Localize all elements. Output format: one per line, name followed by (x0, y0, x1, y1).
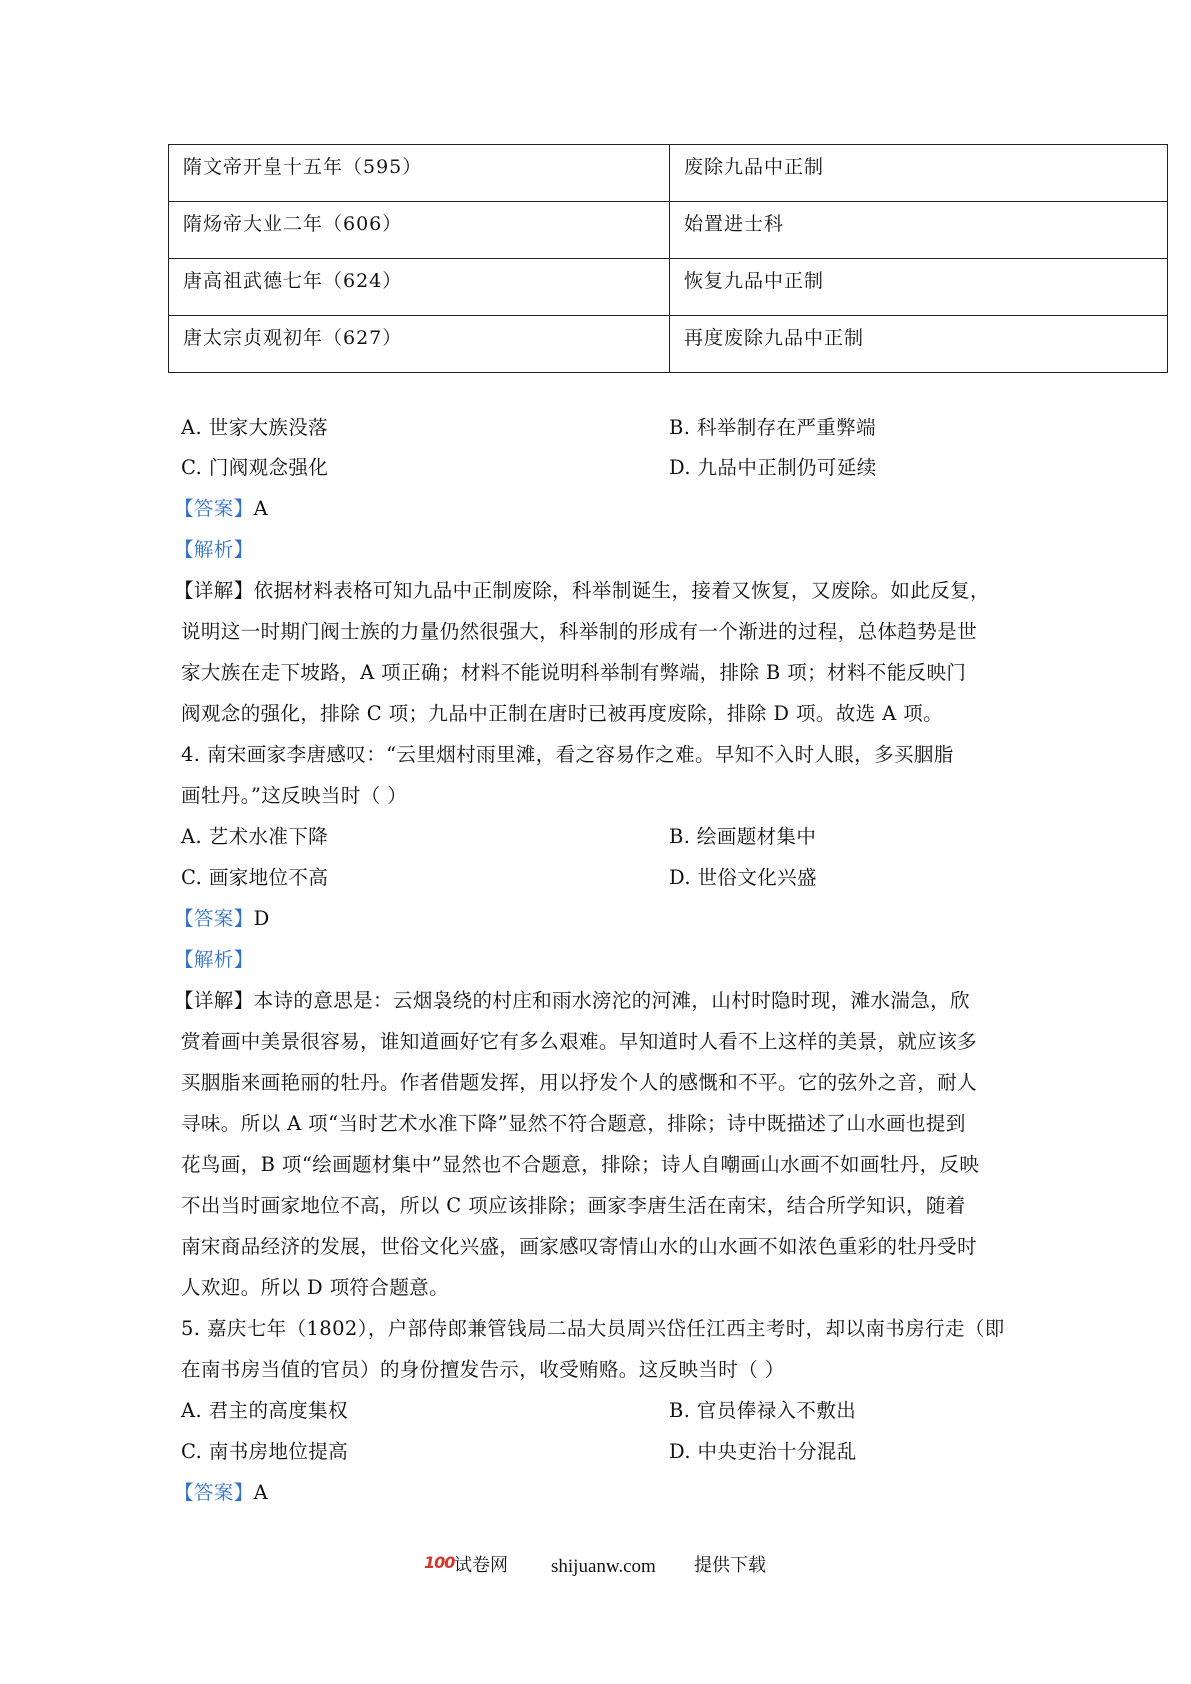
q3-analysis: 【解析】 (174, 538, 254, 561)
answer-value: A (253, 1481, 269, 1504)
q4-stem-line: 画牡丹。”这反映当时（ ） (181, 784, 408, 807)
q3-detail-line: 说明这一时期门阀士族的力量仍然很强大，科举制的形成有一个渐进的过程，总体趋势是世 (181, 620, 978, 643)
detail-tag: 详解 (193, 989, 234, 1012)
q3-detail-line: 家大族在走下坡路，A 项正确；材料不能说明科举制有弊端，排除 B 项；材料不能反映门 (181, 661, 967, 684)
q3-option-a: A. 世家大族没落 (181, 416, 329, 439)
q4-option-a: A. 艺术水准下降 (181, 825, 329, 848)
table-cell-event: 废除九品中正制 (670, 145, 1168, 202)
q5-option-a: A. 君主的高度集权 (181, 1399, 348, 1422)
q4-detail-line: 赏着画中美景很容易，谁知道画好它有多么艰难。早知道时人看不上这样的美景，就应该多 (181, 1030, 978, 1053)
q4-option-d: D. 世俗文化兴盛 (669, 866, 817, 889)
provide-download-text: 提供下载 (694, 1555, 766, 1576)
site-brand: 试卷网 (454, 1555, 508, 1576)
table-cell-event: 始置进士科 (670, 202, 1168, 259)
site-url[interactable]: shijuanw.com (551, 1556, 656, 1577)
answer-tag: 答案 (193, 1481, 234, 1504)
table-row (169, 316, 1168, 373)
q5-option-d: D. 中央吏治十分混乱 (669, 1440, 857, 1463)
q3-option-d: D. 九品中正制仍可延续 (669, 456, 877, 479)
q4-option-c: C. 画家地位不高 (181, 866, 329, 889)
q4-detail-line: 南宋商品经济的发展，世俗文化兴盛，画家感叹寄情山水的山水画不如浓色重彩的牡丹受时 (181, 1235, 978, 1258)
q4-detail-line: 寻味。所以 A 项“当时艺术水准下降”显然不符合题意，排除；诗中既描述了山水画也提到 (181, 1112, 966, 1135)
q5-option-c: C. 南书房地位提高 (181, 1440, 349, 1463)
table-cell-event: 再度废除九品中正制 (670, 316, 1168, 373)
q3-detail-line: 阀观念的强化，排除 C 项；九品中正制在唐时已被再度废除，排除 D 项。故选 A 项。 (181, 702, 944, 725)
q5-stem-line: 在南书房当值的官员）的身份擅发告示，收受贿赂。这反映当时（ ） (181, 1358, 785, 1381)
table-cell-time: 唐太宗贞观初年（627） (169, 316, 670, 373)
q4-detail-line: 【详解】本诗的意思是：云烟袅绕的村庄和雨水滂沱的河滩，山村时隐时现，滩水湍急，欣 (174, 989, 971, 1012)
q5-answer: 【答案】A (174, 1481, 269, 1504)
detail-tag: 详解 (193, 579, 234, 602)
q3-option-c: C. 门阀观念强化 (181, 456, 329, 479)
table-cell-event: 恢复九品中正制 (670, 259, 1168, 316)
table-cell-time: 隋文帝开皇十五年（595） (169, 145, 670, 202)
analysis-tag: 解析 (193, 948, 234, 971)
table-cell-time: 唐高祖武德七年（624） (169, 259, 670, 316)
history-materials-table (168, 144, 1168, 373)
q4-detail-line: 人欢迎。所以 D 项符合题意。 (181, 1276, 450, 1299)
q5-stem-line: 5. 嘉庆七年（1802），户部侍郎兼管钱局二品大员周兴岱任江西主考时，却以南书房行走（即 (181, 1317, 1005, 1340)
table-row (169, 202, 1168, 259)
q5-option-b: B. 官员俸禄入不敷出 (669, 1399, 857, 1422)
q3-option-b: B. 科举制存在严重弊端 (669, 416, 877, 439)
answer-value: A (253, 497, 269, 520)
answer-value: D (253, 907, 270, 930)
table-row (169, 145, 1168, 202)
site-logo: 100 (424, 1553, 455, 1572)
q4-detail-line: 花鸟画，B 项“绘画题材集中”显然也不合题意，排除；诗人自嘲画山水画不如画牡丹，反映 (181, 1153, 980, 1176)
q3-detail-line: 【详解】依据材料表格可知九品中正制废除，科举制诞生，接着又恢复，又废除。如此反复， (174, 579, 990, 602)
answer-tag: 答案 (193, 907, 234, 930)
table-cell-time: 隋炀帝大业二年（606） (169, 202, 670, 259)
answer-tag: 答案 (193, 497, 234, 520)
q3-answer: 【答案】A (174, 497, 269, 520)
q4-detail-line: 买胭脂来画艳丽的牡丹。作者借题发挥，用以抒发个人的感慨和不平。它的弦外之音，耐人 (181, 1071, 978, 1094)
q4-analysis: 【解析】 (174, 948, 254, 971)
q4-answer: 【答案】D (174, 907, 270, 930)
q4-detail-line: 不出当时画家地位不高，所以 C 项应该排除；画家李唐生活在南宋，结合所学知识，随着 (181, 1194, 966, 1217)
analysis-tag: 解析 (193, 538, 234, 561)
table-row (169, 259, 1168, 316)
q4-option-b: B. 绘画题材集中 (669, 825, 817, 848)
q4-stem-line: 4. 南宋画家李唐感叹：“云里烟村雨里滩，看之容易作之难。早知不入时人眼，多买胭脂 (181, 743, 954, 766)
